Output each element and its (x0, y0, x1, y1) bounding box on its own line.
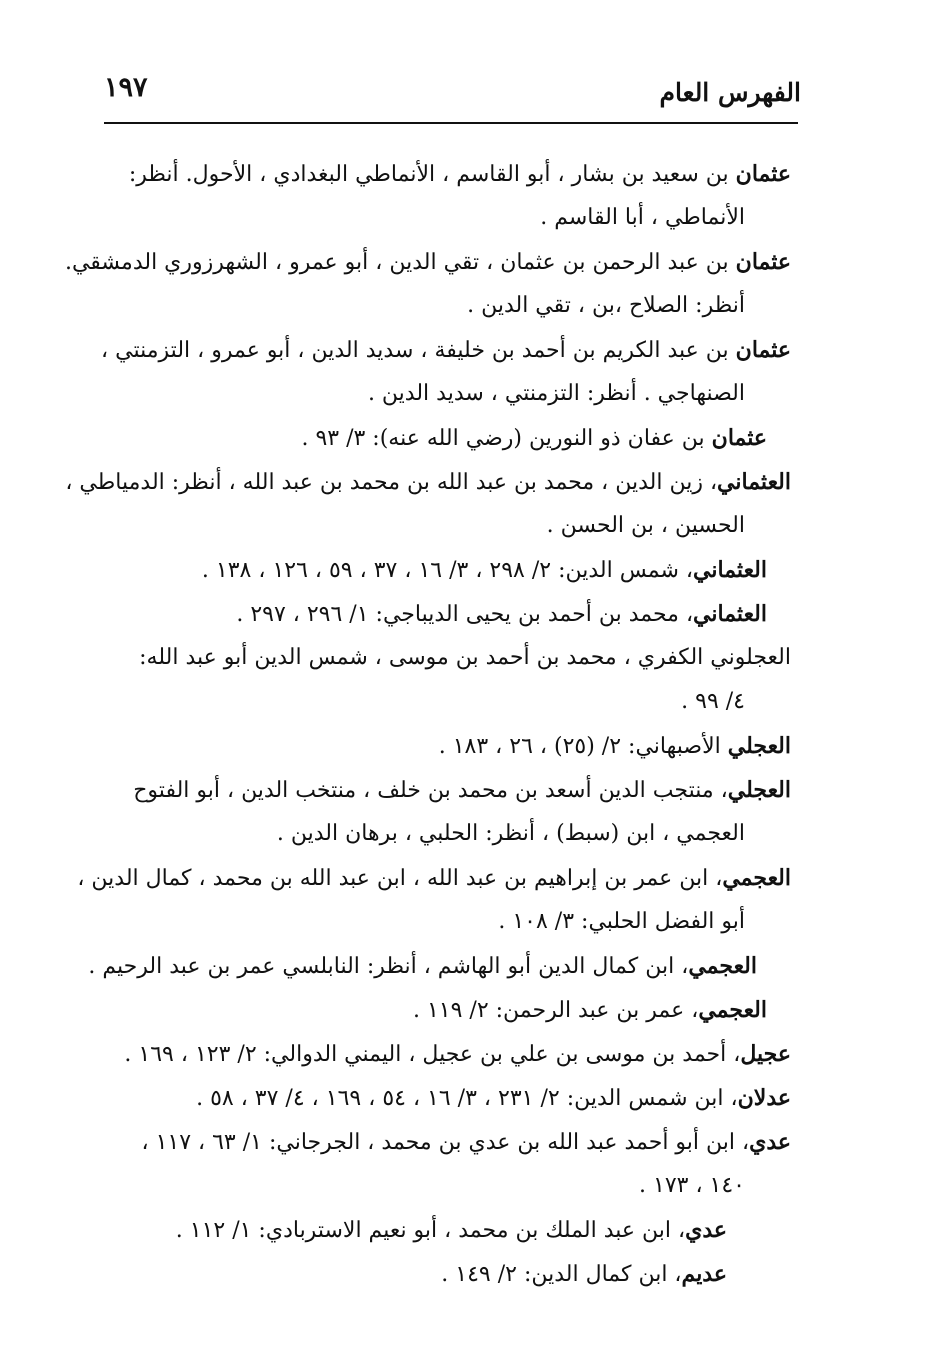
index-entry (0, 1208, 937, 1252)
entry-line (0, 152, 937, 196)
entry-headword: العجلي (727, 777, 791, 803)
index-entry (0, 240, 937, 328)
entry-line (0, 636, 937, 680)
index-entry (0, 1032, 937, 1076)
index-entry (0, 988, 937, 1032)
entry-line (0, 416, 937, 460)
entry-headword: عدي (749, 1129, 791, 1155)
entry-text: ، شمس الدين: ٢/ ٢٩٨ ، ٣/ ١٦ ، ٣٧ ، ٥٩ ، ١٢٦ ، ١٣٨ . (201, 558, 694, 583)
entry-text: ، محمد بن أحمد بن يحيى الديباجي: ١/ ٢٩٦ ، ٢٩٧ . (236, 602, 694, 627)
entry-text: العجلوني الكفري ، محمد بن أحمد بن موسى ، شمس الدين أبو عبد الله: (139, 645, 791, 670)
entry-text: ١٤٠ ، ١٧٣ . (639, 1173, 745, 1198)
entry-text: ، عمر بن عبد الرحمن: ٢/ ١١٩ . (412, 998, 699, 1023)
index-entry (0, 768, 937, 856)
index-entry (0, 856, 937, 944)
entry-line (0, 240, 937, 284)
entry-line (0, 856, 937, 900)
index-entry (0, 636, 937, 724)
entry-headword: العجمي (698, 997, 767, 1023)
entry-text: ، ابن عبد الملك بن محمد ، أبو نعيم الاستربادي: ١/ ١١٢ . (175, 1218, 686, 1243)
entry-line (0, 460, 937, 504)
index-entry (0, 548, 937, 592)
entry-continuation-line (0, 680, 937, 724)
entry-headword: عدلان (737, 1085, 791, 1111)
entry-headword: عثمان (735, 337, 791, 363)
entry-continuation-line (0, 372, 937, 416)
entry-line (0, 944, 937, 988)
entry-headword: العجمي (688, 953, 757, 979)
entry-line (0, 548, 937, 592)
page-number: ١٩٧ (104, 72, 148, 103)
entry-headword: العجلي (727, 733, 791, 759)
entry-text: بن عفان ذو النورين (رضي الله عنه): ٣/ ٩٣ . (301, 426, 712, 451)
index-entry (0, 724, 937, 768)
index-entries (0, 152, 937, 1296)
entry-headword: عدي (685, 1217, 727, 1243)
entry-text: ، ابن أبو أحمد عبد الله بن عدي بن محمد ، الجرجاني: ١/ ٦٣ ، ١١٧ ، (141, 1130, 750, 1155)
entry-headword: العثماني (693, 557, 767, 583)
entry-text: ٤/ ٩٩ . (681, 689, 745, 714)
entry-headword: عثمان (735, 161, 791, 187)
entry-headword: العثماني (693, 601, 767, 627)
entry-line (0, 724, 937, 768)
entry-text: الأصبهاني: ٢/ (٢٥) ، ٢٦ ، ١٨٣ . (438, 734, 728, 759)
index-entry (0, 1120, 937, 1208)
index-entry (0, 152, 937, 240)
entry-continuation-line (0, 900, 937, 944)
entry-text: بن سعيد بن بشار ، أبو القاسم ، الأنماطي البغدادي ، الأحول. أنظر: (128, 162, 736, 187)
entry-line (0, 1076, 937, 1120)
entry-line (0, 1120, 937, 1164)
entry-headword: عثمان (711, 425, 767, 451)
index-entry (0, 1076, 937, 1120)
entry-line (0, 768, 937, 812)
entry-headword: عثمان (735, 249, 791, 275)
running-head (104, 70, 801, 118)
entry-text: ، منتجب الدين أسعد بن محمد بن خلف ، منتخب الدين ، أبو الفتوح (133, 778, 728, 803)
entry-headword: عجيل (740, 1041, 791, 1067)
entry-line (0, 328, 937, 372)
entry-continuation-line (0, 1164, 937, 1208)
entry-line (0, 988, 937, 1032)
entry-headword: العثماني (717, 469, 791, 495)
index-entry (0, 944, 937, 988)
index-entry (0, 1252, 937, 1296)
header-rule (104, 122, 798, 124)
entry-continuation-line (0, 504, 937, 548)
entry-line (0, 592, 937, 636)
entry-continuation-line (0, 196, 937, 240)
index-entry (0, 328, 937, 416)
index-entry (0, 592, 937, 636)
section-title: الفهرس العام (659, 78, 801, 107)
entry-text: ، ابن كمال الدين أبو الهاشم ، أنظر: النابلسي عمر بن عبد الرحيم . (88, 954, 689, 979)
entry-headword: عديم (681, 1261, 727, 1287)
entry-line (0, 1032, 937, 1076)
entry-continuation-line (0, 812, 937, 856)
entry-text: الصنهاجي . أنظر: التزمنتي ، سديد الدين . (367, 381, 745, 406)
entry-text: ، أحمد بن موسى بن علي بن عجيل ، اليمني الدوالي: ٢/ ١٢٣ ، ١٦٩ . (124, 1042, 741, 1067)
entry-text: بن عبد الكريم بن أحمد بن خليفة ، سديد الدين ، أبو عمرو ، التزمنتي ، (101, 338, 736, 363)
entry-text: ، ابن عمر بن إبراهيم بن عبد الله ، ابن عبد الله بن محمد ، كمال الدين ، (77, 866, 723, 891)
entry-headword: العجمي (722, 865, 791, 891)
entry-continuation-line (0, 284, 937, 328)
entry-text: ، زين الدين ، محمد بن عبد الله بن محمد بن عبد الله ، أنظر: الدمياطي ، (65, 470, 718, 495)
entry-text: ، ابن شمس الدين: ٢/ ٢٣١ ، ٣/ ١٦ ، ٥٤ ، ١٦٩ ، ٤/ ٣٧ ، ٥٨ . (196, 1086, 738, 1111)
entry-text: الأنماطي ، أبا القاسم . (540, 205, 745, 230)
entry-text: أنظر: الصلاح ،بن ، تقي الدين . (467, 293, 745, 318)
entry-line (0, 1252, 937, 1296)
entry-text: أبو الفضل الحلبي: ٣/ ١٠٨ . (498, 909, 745, 934)
entry-line (0, 1208, 937, 1252)
entry-text: الحسين ، بن الحسن . (546, 513, 745, 538)
entry-text: بن عبد الرحمن بن عثمان ، تقي الدين ، أبو عمرو ، الشهرزوري الدمشقي. (64, 250, 736, 275)
entry-text: العجمي ، ابن (سبط) ، أنظر: الحلبي ، برهان الدين . (276, 821, 745, 846)
index-entry (0, 416, 937, 460)
entry-text: ، ابن كمال الدين: ٢/ ١٤٩ . (441, 1262, 682, 1287)
index-entry (0, 460, 937, 548)
